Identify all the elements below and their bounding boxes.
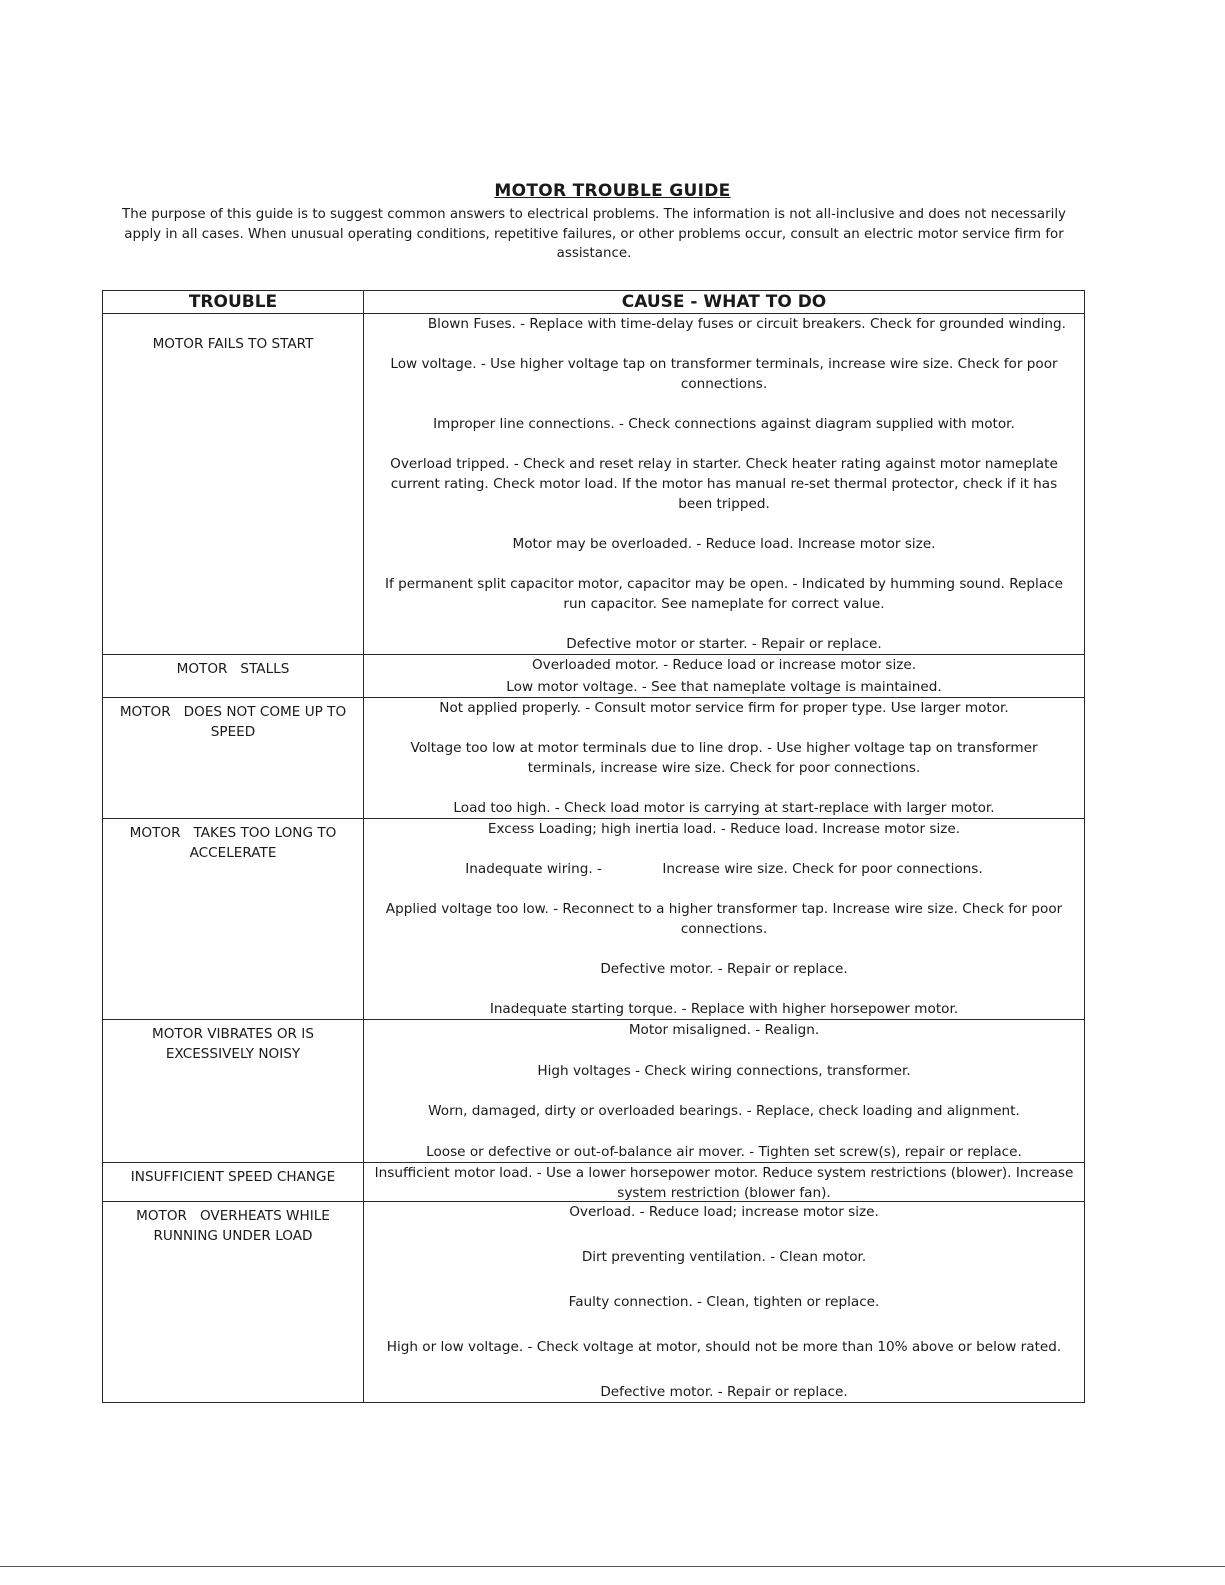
cause-cell xyxy=(364,655,1085,698)
table-header-row xyxy=(103,291,1085,314)
cause-entry: Defective motor or starter. - Repair or replace. xyxy=(566,636,882,652)
intro-paragraph: The purpose of this guide is to suggest common answers to electrical problems. The information is not all-inclusive and does not necessarily apply in all cases. When unusual operating conditions, repetitive failures, or other problems occur, consult an electric motor service firm for assistance. xyxy=(122,207,1066,261)
cause-entry: Overloaded motor. - Reduce load or increase motor size. xyxy=(531,657,917,673)
cause-entry: Blown Fuses. - Replace with time-delay fuses or circuit breakers. Check for grounded winding. xyxy=(427,316,1066,332)
cause-cell xyxy=(364,1202,1085,1403)
trouble-cell: MOTOR DOES NOT COME UP TO SPEED xyxy=(103,698,364,819)
trouble-cell: MOTOR OVERHEATS WHILE RUNNING UNDER LOAD xyxy=(103,1202,364,1403)
cause-cell xyxy=(364,819,1085,1020)
cause-entry: If permanent split capacitor motor, capacitor may be open. - Indicated by humming sound. Replace run capacitor. See nameplate for correct value. xyxy=(384,576,1063,612)
cause-entry: Loose or defective or out-of-balance air mover. - Tighten set screw(s), repair or replace. xyxy=(426,1143,1022,1160)
cause-cell xyxy=(364,698,1085,819)
table-row xyxy=(103,314,1085,655)
document-title: MOTOR TROUBLE GUIDE xyxy=(494,181,731,201)
cause-entry: Low motor voltage. - See that nameplate voltage is maintained. xyxy=(506,679,942,695)
table-row xyxy=(103,698,1085,819)
cause-entry: Load too high. - Check load motor is carrying at start-replace with larger motor. xyxy=(453,800,995,816)
cause-entry: Improper line connections. - Check connections against diagram supplied with motor. xyxy=(433,416,1015,432)
table-row xyxy=(103,1020,1085,1163)
table-row xyxy=(103,655,1085,698)
cause-entry: Motor misaligned. - Realign. xyxy=(628,1022,820,1038)
cause-cell xyxy=(364,314,1085,655)
cause-entry: Inadequate starting torque. - Replace with higher horsepower motor. xyxy=(489,1001,959,1017)
cause-entry: Faulty connection. - Clean, tighten or replace. xyxy=(568,1294,880,1310)
cause-entry: Defective motor. - Repair or replace. xyxy=(600,961,848,977)
trouble-cell: MOTOR TAKES TOO LONG TO ACCELERATE xyxy=(103,819,364,1020)
cause-entry: Overload tripped. - Check and reset relay in starter. Check heater rating against motor nameplate current rating. Check motor load. If the motor has manual re-set thermal protector, check if it has been tripped. xyxy=(390,456,1058,512)
cause-entry: Not applied properly. - Consult motor service firm for proper type. Use larger motor. xyxy=(439,700,1009,716)
cause-entry: High voltages - Check wiring connections, transformer. xyxy=(537,1062,911,1079)
cause-entry: Voltage too low at motor terminals due to line drop. - Use higher voltage tap on transformer terminals, increase wire size. Check for poor connections. xyxy=(410,740,1038,776)
table-row xyxy=(103,819,1085,1020)
table-row xyxy=(103,1163,1085,1202)
trouble-guide-table xyxy=(102,290,1085,1403)
trouble-cell: MOTOR VIBRATES OR IS EXCESSIVELY NOISY xyxy=(103,1020,364,1163)
cause-entry: High or low voltage. - Check voltage at motor, should not be more than 10% above or below rated. xyxy=(386,1339,1062,1355)
cause-entry: Insufficient motor load. - Use a lower horsepower motor. Reduce system restrictions (blower). Increase system restriction (blower fan). xyxy=(374,1165,1074,1201)
cause-cell xyxy=(364,1020,1085,1163)
cause-entry: Motor may be overloaded. - Reduce load. Increase motor size. xyxy=(512,536,936,552)
cause-cell xyxy=(364,1163,1085,1202)
cause-entry: Defective motor. - Repair or replace. xyxy=(600,1384,848,1400)
cause-entry: Worn, damaged, dirty or overloaded bearings. - Replace, check loading and alignment. xyxy=(428,1103,1020,1120)
trouble-cell: INSUFFICIENT SPEED CHANGE xyxy=(103,1163,364,1202)
cause-entry: Overload. - Reduce load; increase motor size. xyxy=(569,1204,879,1220)
trouble-cell: MOTOR STALLS xyxy=(103,655,364,698)
cause-entry: Excess Loading; high inertia load. - Reduce load. Increase motor size. xyxy=(487,821,961,837)
page-bottom-edge xyxy=(0,1566,1225,1571)
cause-entry: Inadequate wiring. - Increase wire size. Check for poor connections. xyxy=(465,861,983,877)
cause-entry: Dirt preventing ventilation. - Clean motor. xyxy=(581,1249,867,1265)
cause-entry: Applied voltage too low. - Reconnect to a higher transformer tap. Increase wire size. Check for poor connections. xyxy=(385,901,1063,937)
cause-entry: Low voltage. - Use higher voltage tap on transformer terminals, increase wire size. Check for poor connections. xyxy=(390,356,1058,392)
header-cause: CAUSE - WHAT TO DO xyxy=(364,291,1085,314)
table-row xyxy=(103,1202,1085,1403)
trouble-cell: MOTOR FAILS TO START xyxy=(103,314,364,655)
header-trouble: TROUBLE xyxy=(103,291,364,314)
